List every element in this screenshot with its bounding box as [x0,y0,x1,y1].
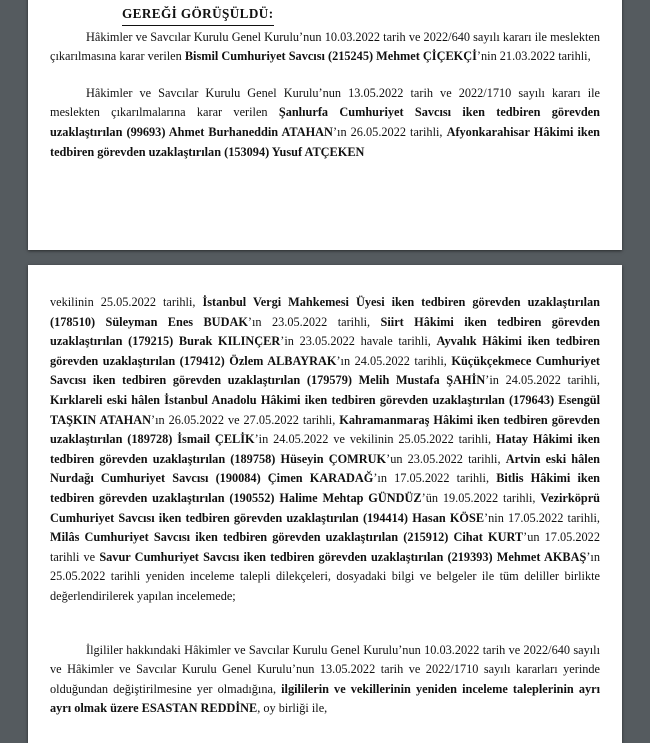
body-text: ’in 23.05.2022 havale tarihli, [280,334,437,349]
body-text: ’in 24.05.2022 tarihli, [485,373,600,388]
document-page-1 [28,0,622,250]
emphasis-text: Küçükçekmece Cumhuriyet Savcısı iken tedbiren görevden uzaklaştırılan (179579) Melih Mustafa ŞAHİN [50,353,600,388]
emphasis-text: Siirt Hâkimi iken tedbiren görevden uzaklaştırılan (179215) Burak KILINÇER [50,314,600,349]
paragraph-p2-2 [50,641,600,719]
body-text: , oy birliği ile, [257,701,328,716]
heading-container [50,4,600,28]
emphasis-text: Vezirköprü Cumhuriyet Savcısı iken tedbiren görevden uzaklaştırılan (194414) Hasan KÖSE [50,490,600,525]
body-text: ’nin 17.05.2022 tarihli, [484,510,600,525]
paragraph-p1-2 [50,84,600,162]
emphasis-text: Ayvalık Hâkimi iken tedbiren görevden uzaklaştırılan (179412) Özlem ALBAYRAK [50,334,600,368]
emphasis-text: Kırklareli eski hâlen İstanbul Anadolu Hâkimi iken tedbiren görevden uzaklaştırılan (179643) Esengül TAŞKIN ATAHAN [50,392,600,427]
emphasis-text: Artvin eski hâlen Nurdağı Cumhuriyet Savcısı (190084) Çimen KARADAĞ [50,451,601,486]
emphasis-text: Bitlis Hâkimi iken tedbiren görevden uzaklaştırılan (190552) Halime Mehtap GÜNDÜZ [50,471,600,505]
paragraph-p1-1 [50,28,600,67]
body-text: ’ın 17.05.2022 tarihli, [373,471,497,486]
document-page-2 [28,265,622,743]
emphasis-text: Savur Cumhuriyet Savcısı iken tedbiren görevden uzaklaştırılan (219393) Mehmet AKBAŞ [99,549,587,564]
page-2-content [28,265,622,719]
body-text: ’in 24.05.2022 ve vekilinin 25.05.2022 tarihli, [254,432,496,447]
body-text: ’ın 25.05.2022 tarihli yeniden inceleme talepli dilekçeleri, dosyadaki bilgi ve belgeler ile tüm deliller birlikte değerlendirilerek yapılan incelemede; [50,549,600,603]
emphasis-text: Bismil Cumhuriyet Savcısı (215245) Mehmet ÇİÇEKÇİ [184,49,477,64]
page-title: GEREĞİ GÖRÜŞÜLDÜ: [122,4,274,26]
emphasis-text: ilgililerin ve vekillerinin yeniden inceleme taleplerinin ayrı ayrı olmak üzere ESASTAN REDDİNE [50,681,600,716]
emphasis-text: Milâs Cumhuriyet Savcısı iken tedbiren görevden uzaklaştırılan (215912) Cihat KURT [50,530,524,545]
paragraph-p2-1 [50,293,600,607]
page-1-content [28,0,622,162]
body-text: Hâkimler ve Savcılar Kurulu Genel Kurulu’nun 10.03.2022 tarih ve 2022/640 sayılı kararı ile meslekten çıkarılmasına karar verilen [50,29,600,64]
body-text: ’un 17.05.2022 tarihli ve [50,530,600,564]
body-text: ’ın 23.05.2022 tarihli, [247,314,381,329]
body-text: ’ın 26.05.2022 ve 27.05.2022 tarihli, [151,412,340,427]
emphasis-text: Afyonkarahisar Hâkimi iken tedbiren görevden uzaklaştırılan (153094) Yusuf ATÇEKEN [50,124,600,159]
emphasis-text: Hatay Hâkimi iken tedbiren görevden uzaklaştırılan (189758) Hüseyin ÇOMRUK [50,432,600,466]
body-text: vekilinin 25.05.2022 tarihli, [50,295,203,309]
body-text: Hâkimler ve Savcılar Kurulu Genel Kurulu’nun 13.05.2022 tarih ve 2022/1710 sayılı kararı ile meslekten çıkarılmalarına karar verilen [50,85,600,120]
emphasis-text: Şanlıurfa Cumhuriyet Savcısı iken tedbiren görevden uzaklaştırılan (99693) Ahmet Burhaneddin ATAHAN [50,105,600,139]
emphasis-text: Kahramanmaraş Hâkimi iken tedbiren görevden uzaklaştırılan (189728) İsmail ÇELİK [50,412,600,447]
body-text: ’ün 19.05.2022 tarihli, [421,490,541,505]
body-text: ’un 23.05.2022 tarihli, [386,451,506,466]
body-text: ’nin 21.03.2022 tarihli, [476,49,591,64]
emphasis-text: İstanbul Vergi Mahkemesi Üyesi iken tedbiren görevden uzaklaştırılan (178510) Süleyman Enes BUDAK [50,295,600,329]
body-text: İlgililer hakkındaki Hâkimler ve Savcılar Kurulu Genel Kurulu’nun 10.03.2022 tarih ve 2022/640 sayılı ve Hâkimler ve Savcılar Kurulu Genel Kurulu’nun 13.05.2022 tarih ve 2022/1710 sayılı kararları yerinde olduğundan değiştirilmesine yer olmadığına, [50,642,600,696]
body-text: ’ın 24.05.2022 tarihli, [336,353,452,368]
body-text: ’ın 26.05.2022 tarihli, [332,124,447,139]
